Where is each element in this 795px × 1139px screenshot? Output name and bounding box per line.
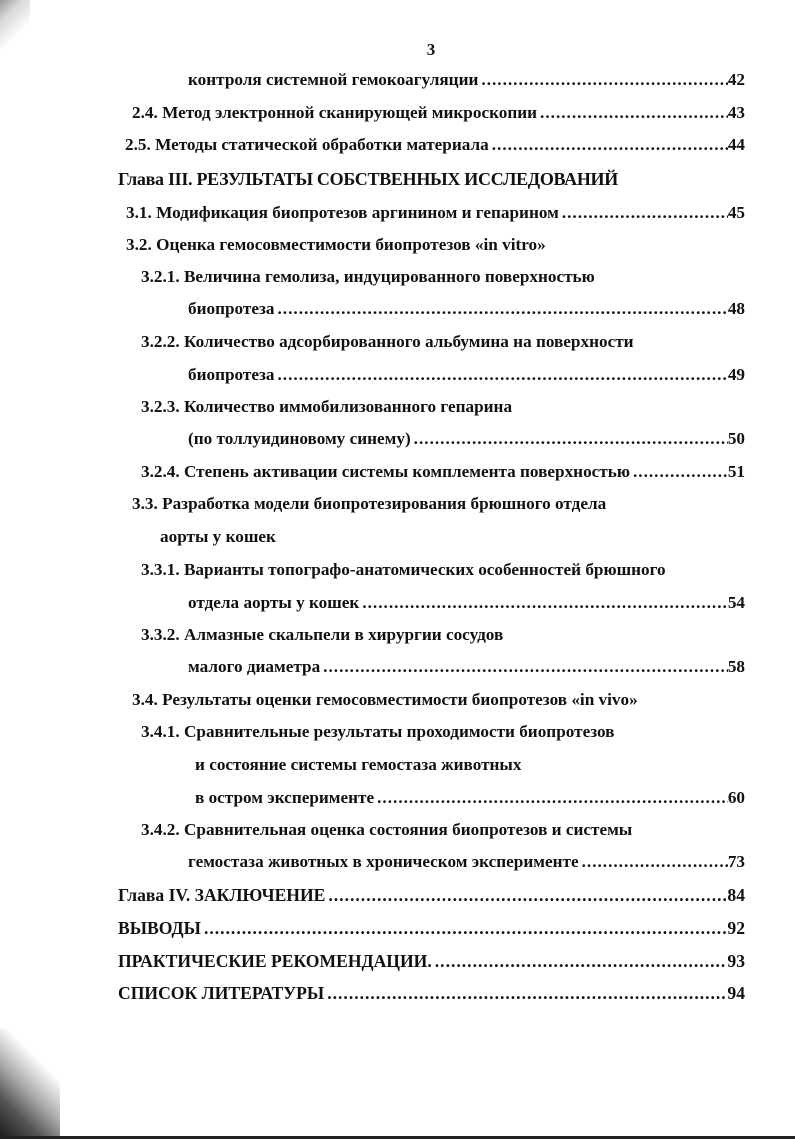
toc-entry: биопротеза ..... 48 [188, 298, 745, 320]
scan-shadow-bottom [0, 1029, 60, 1139]
toc-entry: 3.3.1. Варианты топографо-анатомических особенностей брюшного [141, 560, 666, 579]
toc-chapter-heading: Глава III. РЕЗУЛЬТАТЫ СОБСТВЕННЫХ ИССЛЕДОВАНИЙ [118, 169, 618, 189]
toc-entry: 3.2.4. Степень активации системы комплемента поверхностью ..... 51 [141, 461, 745, 483]
toc-entry: 3.2.1. Величина гемолиза, индуцированного поверхностью [141, 267, 595, 286]
toc-entry: 3.4.2. Сравнительная оценка состояния биопротезов и системы [141, 820, 633, 839]
toc-entry: 3.3.2. Алмазные скальпели в хирургии сосудов [141, 625, 504, 644]
toc-entry: 3.1. Модификация биопротезов аргинином и гепарином ..... 45 [126, 202, 745, 224]
toc-entry: 3.4. Результаты оценки гемосовместимости биопротезов «in vivo» [132, 690, 638, 709]
toc-entry: 3.2. Оценка гемосовместимости биопротезов «in vitro» [126, 235, 546, 254]
toc-entry: (по толлуидиновому синему) ..... 50 [188, 428, 745, 450]
toc-entry: отдела аорты у кошек ..... 54 [188, 592, 745, 614]
toc-entry: 3.4.1. Сравнительные результаты проходимости биопротезов [141, 722, 615, 741]
toc-section-entry: ВЫВОДЫ ..... 92 [118, 917, 745, 939]
toc-chapter-entry: Глава IV. ЗАКЛЮЧЕНИЕ ..... 84 [118, 884, 745, 906]
toc-entry: гемостаза животных в хроническом эксперименте ..... 73 [188, 851, 745, 873]
toc-entry: малого диаметра ..... 58 [188, 656, 745, 678]
toc-entry: аорты у кошек [160, 527, 276, 546]
page-number: 3 [426, 40, 436, 59]
toc-section-entry: ПРАКТИЧЕСКИЕ РЕКОМЕНДАЦИИ. ..... 93 [118, 950, 745, 972]
toc-entry: в остром эксперименте ..... 60 [195, 787, 745, 809]
toc-entry: контроля системной гемокоагуляции ..... 42 [188, 69, 745, 91]
toc-entry: биопротеза ..... 49 [188, 364, 745, 386]
toc-section-entry: СПИСОК ЛИТЕРАТУРЫ ..... 94 [118, 982, 745, 1004]
toc-entry: 2.4. Метод электронной сканирующей микроскопии ..... 43 [132, 102, 745, 124]
toc-entry: и состояние системы гемостаза животных [195, 755, 522, 774]
toc-entry: 3.3. Разработка модели биопротезирования брюшного отдела [132, 494, 607, 513]
toc-entry: 3.2.3. Количество иммобилизованного гепарина [141, 397, 513, 416]
toc-entry: 2.5. Методы статической обработки материала ..... 44 [125, 134, 745, 156]
toc-entry: 3.2.2. Количество адсорбированного альбумина на поверхности [141, 332, 634, 351]
